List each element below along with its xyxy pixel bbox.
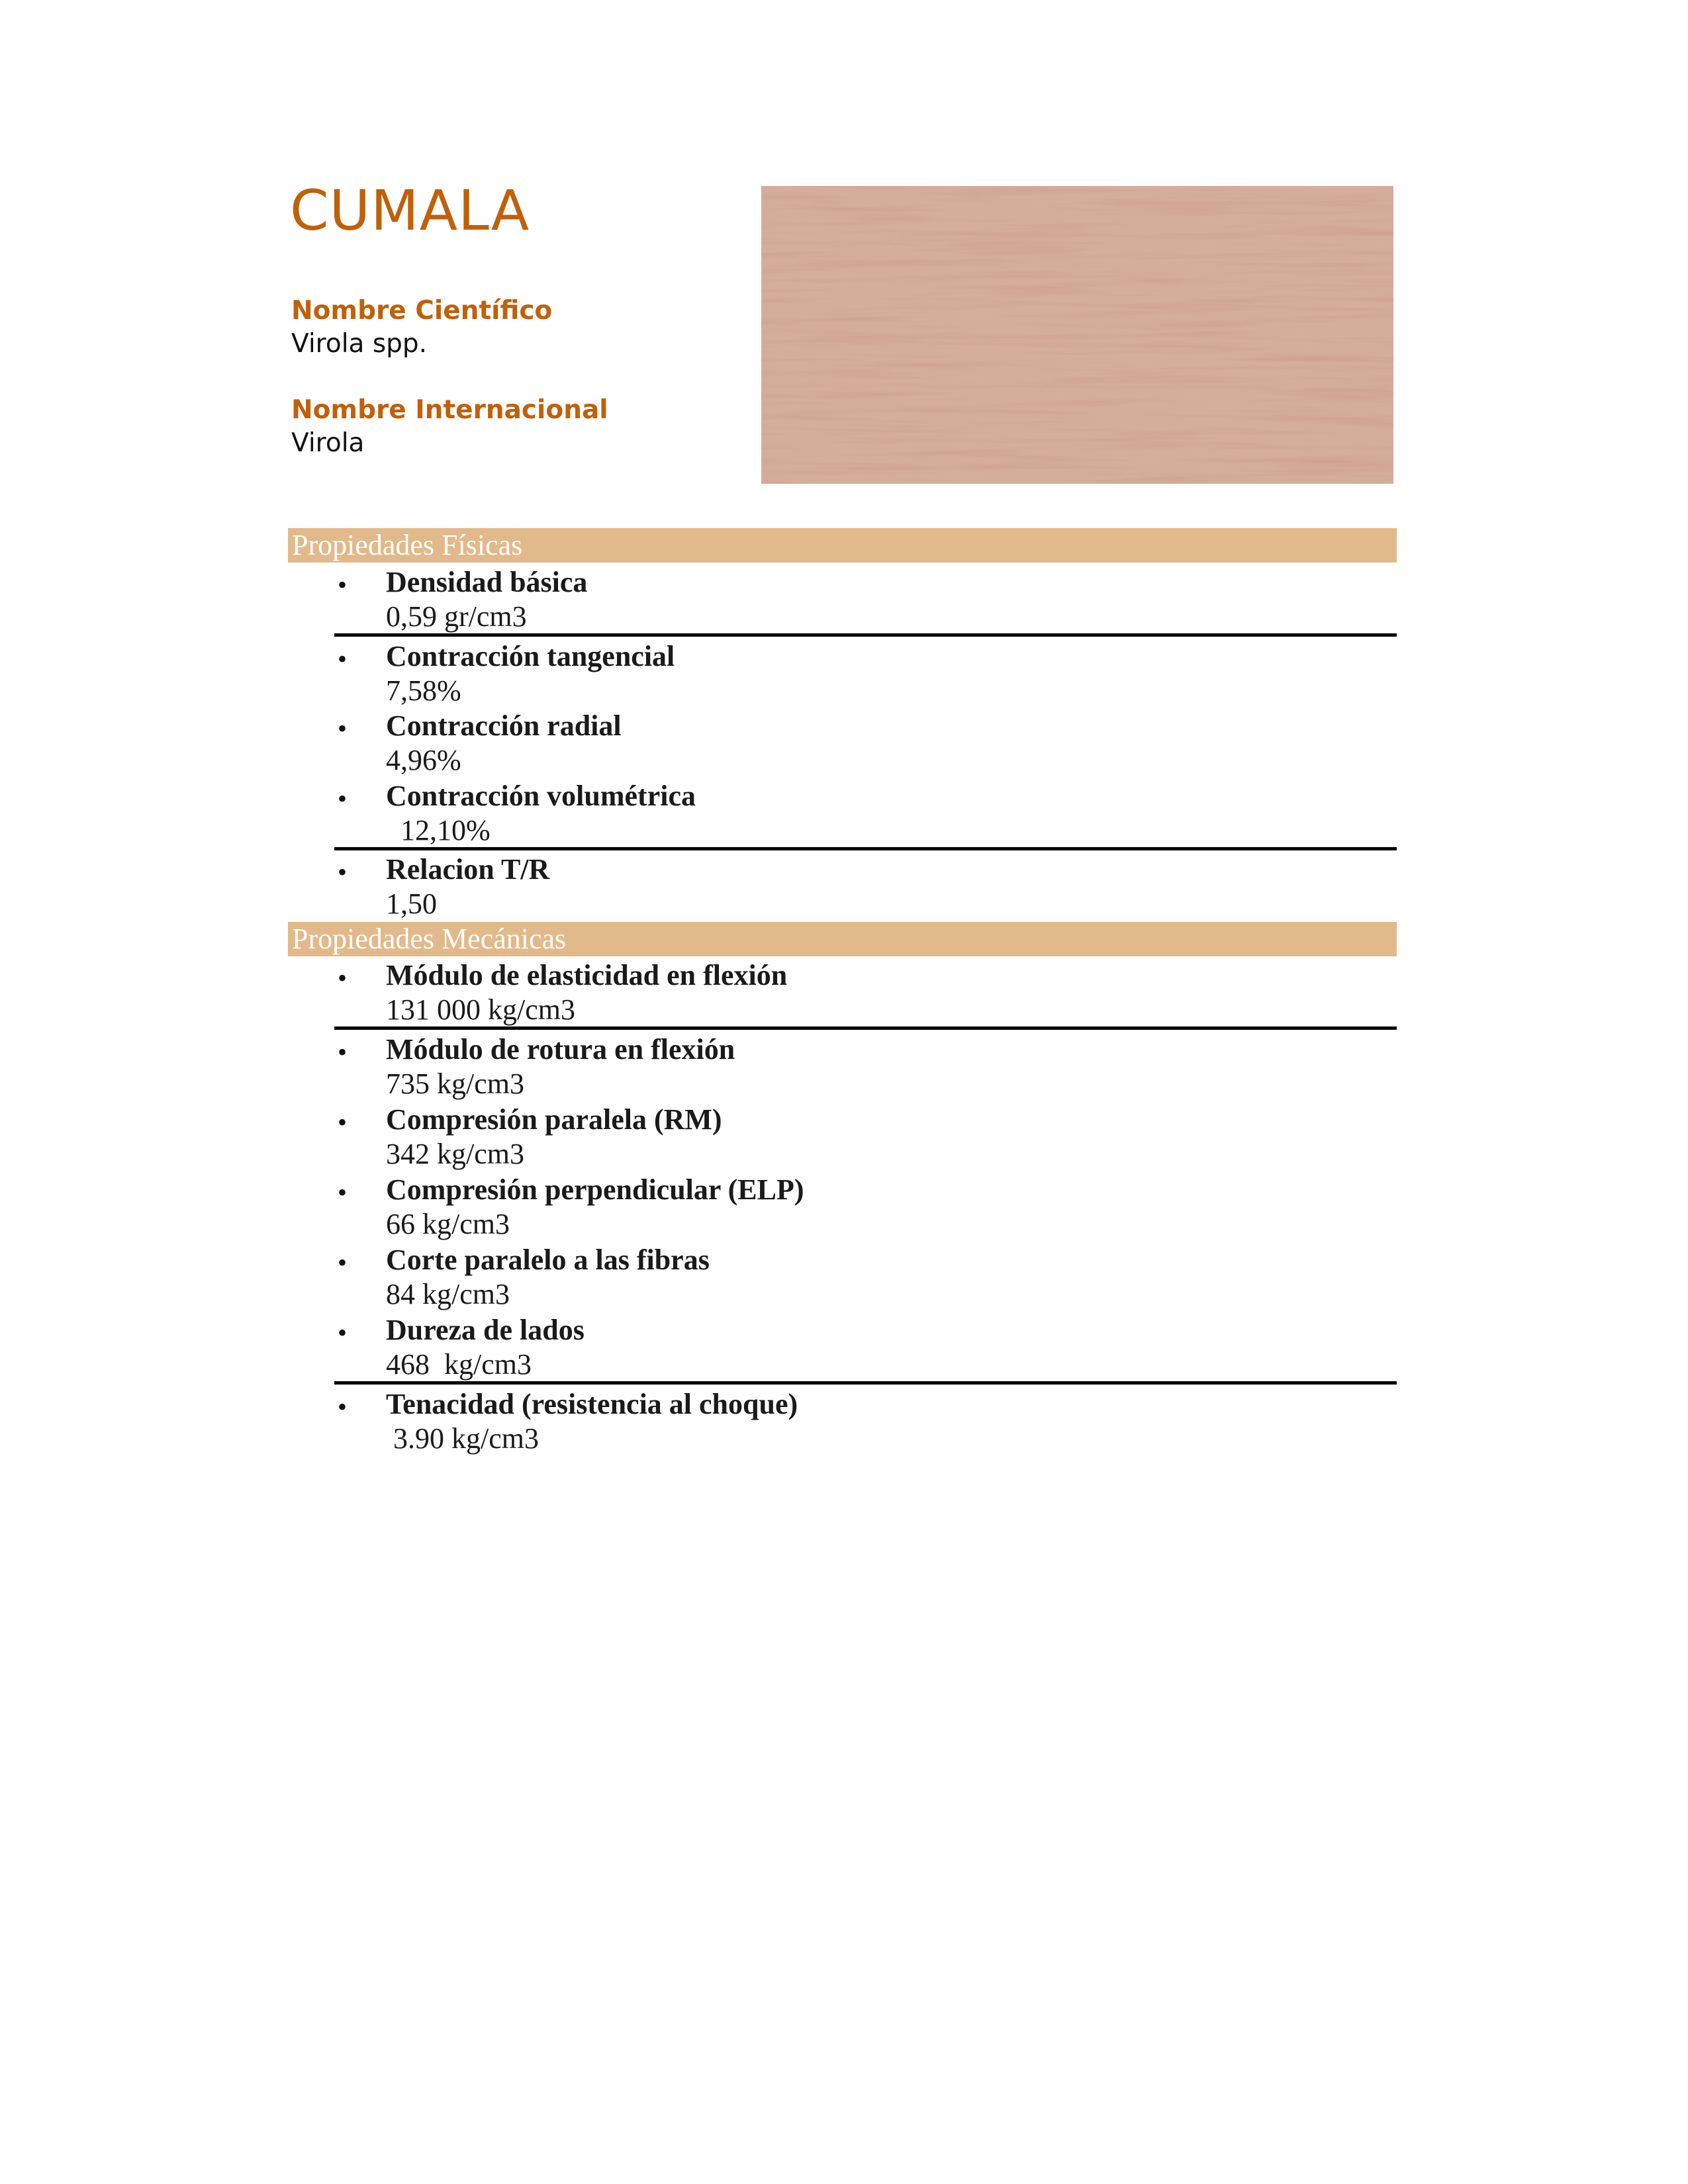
international-name-value: Virola xyxy=(291,428,365,458)
page-title: CUMALA xyxy=(290,178,530,243)
bullet: • xyxy=(338,857,348,887)
property-value: 12,10% xyxy=(386,814,491,846)
property-item xyxy=(334,1387,1397,1456)
property-name: Contracción tangencial xyxy=(386,640,675,672)
property-value: 66 kg/cm3 xyxy=(386,1208,510,1240)
property-name: Dureza de lados xyxy=(386,1314,585,1346)
section-heading-physical: Propiedades Físicas xyxy=(288,528,1397,563)
property-name: Corte paralelo a las fibras xyxy=(386,1244,710,1276)
property-value: 0,59 gr/cm3 xyxy=(386,600,527,633)
property-item xyxy=(334,1313,1397,1382)
property-item xyxy=(334,565,1397,634)
property-value: 342 kg/cm3 xyxy=(386,1138,524,1170)
section-heading-mechanical: Propiedades Mecánicas xyxy=(288,922,1397,956)
international-name-label: Nombre Internacional xyxy=(291,395,608,425)
property-name: Contracción volumétrica xyxy=(386,780,696,812)
bullet: • xyxy=(338,1037,348,1067)
divider xyxy=(334,1026,1397,1030)
property-value: 1,50 xyxy=(386,887,437,920)
property-item xyxy=(334,709,1397,778)
property-item xyxy=(334,1103,1397,1171)
bullet: • xyxy=(338,1177,348,1207)
property-item xyxy=(334,1173,1397,1242)
bullet: • xyxy=(338,713,348,743)
property-name: Módulo de rotura en flexión xyxy=(386,1033,735,1066)
property-item xyxy=(334,958,1397,1027)
property-value: 131 000 kg/cm3 xyxy=(386,993,575,1026)
bullet: • xyxy=(338,963,348,993)
divider xyxy=(334,847,1397,850)
property-value: 84 kg/cm3 xyxy=(386,1278,510,1310)
property-name: Módulo de elasticidad en flexión xyxy=(386,959,788,991)
bullet: • xyxy=(338,1318,348,1347)
property-name: Contracción radial xyxy=(386,709,622,742)
bullet: • xyxy=(338,1248,348,1277)
property-item xyxy=(334,639,1397,708)
bullet: • xyxy=(338,644,348,674)
scientific-name-value: Virola spp. xyxy=(291,329,428,359)
property-name: Tenacidad (resistencia al choque) xyxy=(386,1388,798,1420)
property-value: 7,58% xyxy=(386,674,461,707)
property-value: 3.90 kg/cm3 xyxy=(386,1422,539,1455)
bullet: • xyxy=(338,570,348,600)
property-name: Densidad básica xyxy=(386,566,588,598)
property-value: 4,96% xyxy=(386,744,461,776)
property-item xyxy=(334,1032,1397,1101)
scientific-name-label: Nombre Científico xyxy=(291,296,553,326)
bullet: • xyxy=(338,1392,348,1422)
property-item xyxy=(334,779,1397,848)
property-name: Relacion T/R xyxy=(386,853,550,886)
property-item xyxy=(334,1243,1397,1312)
property-value: 468 kg/cm3 xyxy=(386,1348,532,1381)
bullet: • xyxy=(338,1107,348,1137)
wood-sample-image xyxy=(761,186,1393,484)
divider xyxy=(334,1381,1397,1385)
property-value: 735 kg/cm3 xyxy=(386,1068,524,1100)
property-name: Compresión paralela (RM) xyxy=(386,1103,722,1136)
property-item xyxy=(334,852,1397,921)
property-name: Compresión perpendicular (ELP) xyxy=(386,1173,804,1206)
bullet: • xyxy=(338,784,348,813)
divider xyxy=(334,633,1397,637)
